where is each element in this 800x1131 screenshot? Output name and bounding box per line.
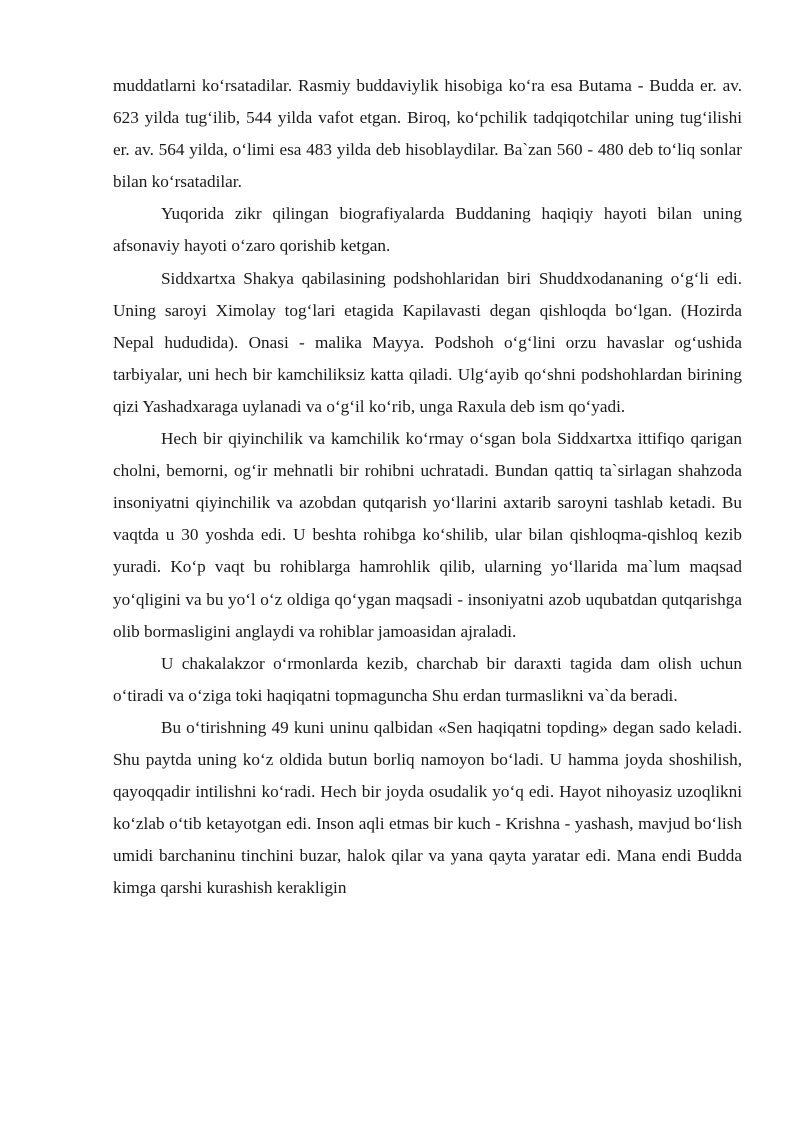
paragraph-biographies: Yuqorida zikr qilingan biografiyalarda Buddaning haqiqiy hayoti bilan uning afsonaviy hayoti o‘zaro qorishib ketgan. (113, 204, 742, 256)
document-page (113, 70, 742, 904)
paragraph-leaving-palace: Hech bir qiyinchilik va kamchilik ko‘rmay o‘sgan bola Siddxartxa ittifiqo qarigan cholni, bemorni, og‘ir mehnatli bir rohibni uchratadi. Bundan qattiq ta`sirlagan shahzoda insoniyatni qiyinchilik va azobdan qutqarish yo‘llarini axtarib saroyni tashlab ketadi. Bu vaqtda u 30 yoshda edi. U beshta rohibga ko‘shilib, ular bilan qishloqma-qishloq kezib yuradi. Ko‘p vaqt bu rohiblarga hamrohlik qilib, ularning yo‘llarida ma`lum maqsad yo‘qligini va bu yo‘l o‘z oldiga qo‘ygan maqsadi - insoniyatni azob uqubatdan qutqarishga olib bormasligini anglaydi va rohiblar jamoasidan ajraladi. (113, 429, 742, 641)
paragraph-enlightenment: Bu o‘tirishning 49 kuni uninu qalbidan «Sen haqiqatni topding» degan sado keladi. Shu paytda uning ko‘z oldida butun borliq namoyon bo‘ladi. U hamma joyda shoshilish, qayoqqadir intilishni ko‘radi. Hech bir joyda osudalik yo‘q edi. Hayot nihoyasiz uzoqlikni ko‘zlab o‘tib ketayotgan edi. Inson aqli etmas bir kuch - Krishna - yashash, mavjud bo‘lish umidi barchaninu tinchini buzar, halok qilar va yana qayta yaratar edi. Mana endi Budda kimga qarshi kurashish kerakligin (113, 717, 742, 898)
paragraph-continuation: muddatlarni ko‘rsatadilar. Rasmiy buddaviylik hisobiga ko‘ra esa Butama - Budda er. av. 623 yilda tug‘ilib, 544 yilda vafot etgan. Biroq, ko‘pchilik tadqiqotchilar uning tug‘ilishi er. av. 564 yilda, o‘limi esa 483 yilda deb hisoblaydilar. Ba`zan 560 - 480 deb to‘liq sonlar bilan ko‘rsatadilar. (113, 76, 742, 192)
paragraph-meditation: U chakalakzor o‘rmonlarda kezib, charchab bir daraxti tagida dam olish uchun o‘tiradi va o‘ziga toki haqiqatni topmaguncha Shu erdan turmaslikni va`da beradi. (113, 653, 742, 705)
paragraph-siddhartha-origin: Siddxartxa Shakya qabilasining podshohlaridan biri Shuddxodananing o‘g‘li edi. Uning saroyi Ximolay tog‘lari etagida Kapilavasti degan qishloqda bo‘lgan. (Hozirda Nepal hududida). Onasi - malika Mayya. Podshoh o‘g‘lini orzu havaslar og‘ushida tarbiyalar, uni hech bir kamchiliksiz katta qiladi. Ulg‘ayib qo‘shni podshohlardan birining qizi Yashadxaraga uylanadi va o‘g‘il ko‘rib, unga Raxula deb ism qo‘yadi. (113, 268, 742, 416)
